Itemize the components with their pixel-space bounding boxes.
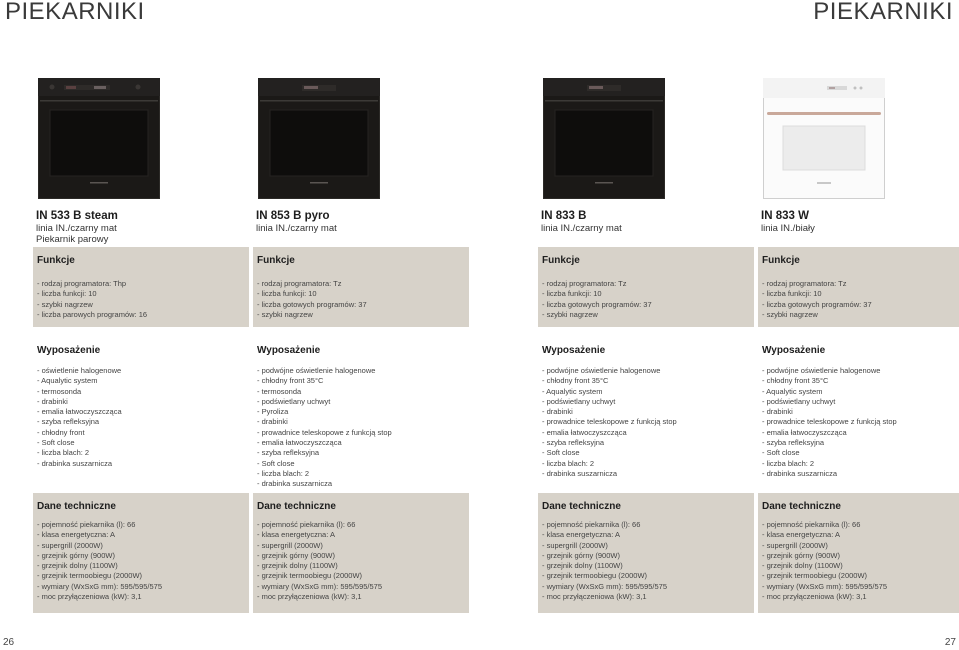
oven-image xyxy=(38,78,160,199)
wyposazenie-list xyxy=(762,366,897,479)
wyposazenie-list xyxy=(257,366,392,490)
dane-techniczne-list xyxy=(257,520,382,602)
model-line: linia IN./biały xyxy=(761,223,815,234)
wyposazenie-section xyxy=(538,337,754,489)
black-oven-icon xyxy=(258,78,380,199)
page-number-left: 26 xyxy=(3,637,15,648)
wyposazenie-section xyxy=(253,337,469,489)
list-item: - klasa energetyczna: A xyxy=(762,530,840,540)
list-item: - Aqualytic system xyxy=(542,386,603,396)
list-item: - podświetlany uchwyt xyxy=(542,396,616,406)
list-item: - drabinki xyxy=(257,417,288,427)
dane-techniczne-heading: Dane techniczne xyxy=(762,501,841,512)
list-item: - liczba funkcji: 10 xyxy=(762,289,822,299)
product-column-in833b xyxy=(541,0,754,650)
list-item: - szyba refleksyjna xyxy=(37,417,100,427)
list-item: - liczba funkcji: 10 xyxy=(542,289,602,299)
list-item: - drabinka suszarnicza xyxy=(542,468,618,478)
page-title-right: PIEKARNIKI xyxy=(813,0,953,25)
list-item: - Soft close xyxy=(37,438,75,448)
model-line: linia IN./czarny mat xyxy=(256,223,337,234)
dane-techniczne-section xyxy=(33,493,249,613)
funkcje-section xyxy=(33,247,249,327)
list-item: - prowadnice teleskopowe z funkcją stop xyxy=(257,427,392,437)
list-item: - chłodny front 35°C xyxy=(257,376,324,386)
list-item: - liczba blach: 2 xyxy=(257,468,310,478)
wyposazenie-heading: Wyposażenie xyxy=(542,345,606,356)
wyposazenie-section xyxy=(33,337,249,489)
list-item: - grzejnik górny (900W) xyxy=(542,550,620,560)
list-item: - grzejnik dolny (1100W) xyxy=(37,561,118,571)
list-item: - drabinki xyxy=(37,396,68,406)
list-item: - drabinka suszarnicza xyxy=(762,468,838,478)
list-item: - supergrill (2000W) xyxy=(37,540,103,550)
oven-image xyxy=(543,78,665,199)
list-item: - drabinki xyxy=(762,407,793,417)
model-name: IN 833 W xyxy=(761,210,809,222)
white-oven-icon xyxy=(763,78,885,199)
dane-techniczne-list xyxy=(542,520,667,602)
list-item: - liczba blach: 2 xyxy=(542,458,595,468)
list-item: - podwójne oświetlenie halogenowe xyxy=(762,366,881,375)
wyposazenie-list xyxy=(37,366,122,469)
list-item: - Aqualytic system xyxy=(762,386,823,396)
page-title-left: PIEKARNIKI xyxy=(5,0,145,25)
model-name: IN 833 B xyxy=(541,210,587,222)
black-oven-icon xyxy=(543,78,665,199)
page-number-right: 27 xyxy=(944,637,956,648)
funkcje-heading: Funkcje xyxy=(542,255,580,266)
list-item: - emalia łatwoczyszcząca xyxy=(762,427,847,437)
model-line: linia IN./czarny mat xyxy=(36,223,117,234)
list-item: - moc przyłączeniowa (kW): 3,1 xyxy=(542,592,647,602)
list-item: - pojemność piekarnika (l): 66 xyxy=(762,520,861,529)
wyposazenie-heading: Wyposażenie xyxy=(762,345,826,356)
list-item: - liczba funkcji: 10 xyxy=(37,289,97,299)
list-item: - grzejnik górny (900W) xyxy=(37,550,115,560)
list-item: - wymiary (WxSxG mm): 595/595/575 xyxy=(542,581,668,591)
list-item: - rodzaj programatora: Tz xyxy=(762,279,847,288)
list-item: - moc przyłączeniowa (kW): 3,1 xyxy=(762,592,867,602)
funkcje-section xyxy=(253,247,469,327)
list-item: - rodzaj programatora: Thp xyxy=(37,279,127,288)
list-item: - chłodny front 35°C xyxy=(542,376,609,386)
list-item: - drabinka suszarnicza xyxy=(257,479,333,489)
list-item: - chłodny front xyxy=(37,427,85,437)
list-item: - oświetlenie halogenowe xyxy=(37,366,122,375)
list-item: - liczba funkcji: 10 xyxy=(257,289,317,299)
funkcje-heading: Funkcje xyxy=(257,255,295,266)
model-name: IN 853 B pyro xyxy=(256,210,330,222)
dane-techniczne-heading: Dane techniczne xyxy=(542,501,621,512)
list-item: - grzejnik dolny (1100W) xyxy=(762,561,843,571)
list-item: - liczba gotowych programów: 37 xyxy=(762,299,872,309)
list-item: - emalia łatwoczyszcząca xyxy=(542,427,627,437)
dane-techniczne-heading: Dane techniczne xyxy=(37,501,116,512)
list-item: - supergrill (2000W) xyxy=(257,540,323,550)
dane-techniczne-section xyxy=(758,493,959,613)
list-item: - pojemność piekarnika (l): 66 xyxy=(257,520,356,529)
list-item: - drabinka suszarnicza xyxy=(37,458,113,468)
list-item: - grzejnik termoobiegu (2000W) xyxy=(257,571,363,581)
list-item: - emalia łatwoczyszcząca xyxy=(37,407,122,417)
funkcje-list xyxy=(542,279,652,320)
list-item: - grzejnik dolny (1100W) xyxy=(542,561,623,571)
list-item: - rodzaj programatora: Tz xyxy=(542,279,627,288)
list-item: - prowadnice teleskopowe z funkcją stop xyxy=(542,417,677,427)
list-item: - grzejnik termoobiegu (2000W) xyxy=(762,571,868,581)
funkcje-heading: Funkcje xyxy=(37,255,75,266)
list-item: - szybki nagrzew xyxy=(37,299,93,309)
oven-image xyxy=(258,78,380,199)
model-name: IN 533 B steam xyxy=(36,210,118,222)
list-item: - termosonda xyxy=(37,386,82,396)
list-item: - Pyroliza xyxy=(257,407,289,417)
list-item: - klasa energetyczna: A xyxy=(542,530,620,540)
wyposazenie-heading: Wyposażenie xyxy=(257,345,321,356)
list-item: - moc przyłączeniowa (kW): 3,1 xyxy=(257,592,362,602)
dane-techniczne-list xyxy=(37,520,162,602)
funkcje-section xyxy=(758,247,959,327)
list-item: - pojemność piekarnika (l): 66 xyxy=(37,520,136,529)
list-item: - klasa energetyczna: A xyxy=(257,530,335,540)
list-item: - grzejnik termoobiegu (2000W) xyxy=(542,571,648,581)
list-item: - podświetlany uchwyt xyxy=(257,396,331,406)
list-item: - liczba gotowych programów: 37 xyxy=(542,299,652,309)
list-item: - prowadnice teleskopowe z funkcją stop xyxy=(762,417,897,427)
list-item: - liczba gotowych programów: 37 xyxy=(257,299,367,309)
list-item: - grzejnik termoobiegu (2000W) xyxy=(37,571,143,581)
dane-techniczne-section xyxy=(538,493,754,613)
list-item: - klasa energetyczna: A xyxy=(37,530,115,540)
wyposazenie-list xyxy=(542,366,677,479)
list-item: - emalia łatwoczyszcząca xyxy=(257,438,342,448)
list-item: - szyba refleksyjna xyxy=(542,438,605,448)
list-item: - supergrill (2000W) xyxy=(762,540,828,550)
wyposazenie-section xyxy=(758,337,959,489)
list-item: - szyba refleksyjna xyxy=(762,438,825,448)
list-item: - liczba blach: 2 xyxy=(37,448,90,458)
list-item: - grzejnik górny (900W) xyxy=(762,550,840,560)
dane-techniczne-list xyxy=(762,520,887,602)
list-item: - termosonda xyxy=(257,386,302,396)
list-item: - szyba refleksyjna xyxy=(257,448,320,458)
funkcje-section xyxy=(538,247,754,327)
product-column-in833w xyxy=(761,0,959,650)
list-item: - grzejnik górny (900W) xyxy=(257,550,335,560)
funkcje-heading: Funkcje xyxy=(762,255,800,266)
list-item: - wymiary (WxSxG mm): 595/595/575 xyxy=(257,581,383,591)
dane-techniczne-heading: Dane techniczne xyxy=(257,501,336,512)
list-item: - grzejnik dolny (1100W) xyxy=(257,561,338,571)
list-item: - liczba parowych programów: 16 xyxy=(37,309,148,319)
product-column-in533b xyxy=(36,0,249,650)
list-item: - podświetlany uchwyt xyxy=(762,396,836,406)
funkcje-list xyxy=(37,279,147,320)
list-item: - Aqualytic system xyxy=(37,376,98,386)
wyposazenie-heading: Wyposażenie xyxy=(37,345,101,356)
list-item: - wymiary (WxSxG mm): 595/595/575 xyxy=(762,581,888,591)
model-subtitle: Piekarnik parowy xyxy=(36,234,109,245)
product-column-in853b xyxy=(256,0,469,650)
model-line: linia IN./czarny mat xyxy=(541,223,622,234)
oven-image xyxy=(763,78,885,199)
list-item: - szybki nagrzew xyxy=(257,309,313,319)
dane-techniczne-section xyxy=(253,493,469,613)
list-item: - drabinki xyxy=(542,407,573,417)
list-item: - chłodny front 35°C xyxy=(762,376,829,386)
list-item: - wymiary (WxSxG mm): 595/595/575 xyxy=(37,581,163,591)
list-item: - Soft close xyxy=(542,448,580,458)
list-item: - podwójne oświetlenie halogenowe xyxy=(257,366,376,375)
list-item: - szybki nagrzew xyxy=(542,309,598,319)
list-item: - supergrill (2000W) xyxy=(542,540,608,550)
black-oven-icon xyxy=(38,78,160,199)
list-item: - liczba blach: 2 xyxy=(762,458,815,468)
funkcje-list xyxy=(257,279,367,320)
list-item: - szybki nagrzew xyxy=(762,309,818,319)
funkcje-list xyxy=(762,279,872,320)
list-item: - Soft close xyxy=(762,448,800,458)
list-item: - rodzaj programatora: Tz xyxy=(257,279,342,288)
list-item: - moc przyłączeniowa (kW): 3,1 xyxy=(37,592,142,602)
list-item: - Soft close xyxy=(257,458,295,468)
list-item: - pojemność piekarnika (l): 66 xyxy=(542,520,641,529)
list-item: - podwójne oświetlenie halogenowe xyxy=(542,366,661,375)
